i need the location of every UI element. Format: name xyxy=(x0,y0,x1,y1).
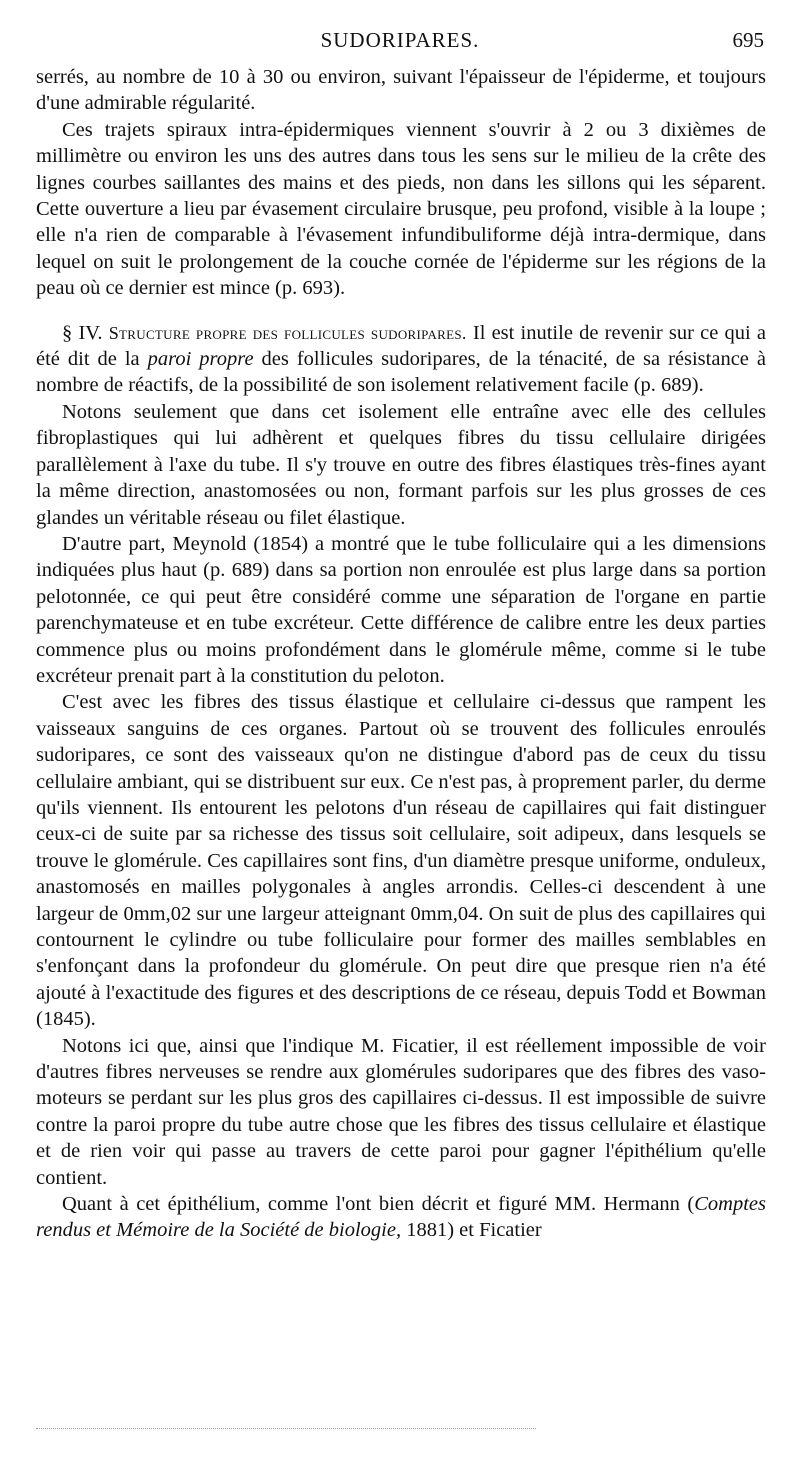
paragraph: Ces trajets spiraux intra-épidermiques viennent s'ouvrir à 2 ou 3 dixièmes de millimètre ou environ les uns des autres dans tous les sens sur le milieu de la crête des lignes courbes saillantes des mains et des pieds, non dans les sillons qui les séparent. Cette ouverture a lieu par évasement circulaire brusque, peu profond, visible à la loupe ; elle n'a rien de comparable à l'évasement infundibuliforme déjà intra-dermique, dans lequel on suit le prolongement de la couche cornée de l'épiderme sur les régions de la peau où ce dernier est mince (p. 693). xyxy=(36,118,766,300)
paragraph-continuation: serrés, au nombre de 10 à 30 ou environ, suivant l'épaisseur de l'épiderme, et toujours d'une admirable régularité. xyxy=(36,66,766,115)
italic-term: paroi propre xyxy=(147,348,254,371)
section-mark: § IV. xyxy=(62,321,103,344)
italic-citation: Comptes rendus et Mémoire de la Société de biologie, xyxy=(36,1193,766,1242)
paragraph xyxy=(36,1191,766,1244)
paragraph-text: Quant à cet épithélium, comme l'ont bien décrit et figuré MM. Hermann ( xyxy=(62,1193,695,1216)
paragraph-text: des follicules sudoripares, de la ténacité, de sa résistance à nombre de réactifs, de la possibilité de son isolement relativement facile (p. 689). xyxy=(36,348,766,397)
paragraph-text: 1881) et Ficatier xyxy=(401,1219,542,1242)
paragraph: D'autre part, Meynold (1854) a montré que le tube folliculaire qui a les dimensions indiquées plus haut (p. 689) dans sa portion non enroulée est plus large dans sa portion pelotonnée, ce qui peut être considéré comme une séparation de l'organe en partie parenchymateuse et en tube excréteur. Cette différence de calibre entre les deux parties commence plus ou moins profondément dans le glomérule même, comme si le tube excréteur prenait part à la constitution du peloton. xyxy=(36,532,766,687)
running-title: SUDORIPARES. xyxy=(320,28,480,52)
page-number: 695 xyxy=(732,28,764,52)
section-heading: Structure propre des follicules sudoripares. xyxy=(108,322,467,343)
paragraph-text: Il est inutile de revenir sur ce qui a été dit de la xyxy=(36,321,766,371)
footer-dotted-rule xyxy=(36,1428,536,1429)
page-header xyxy=(0,28,800,58)
paragraph: Notons seulement que dans cet isolement elle entraîne avec elle des cellules fibroplastiques qui lui adhèrent et quelques fibres du tissu cellulaire dirigées parallèlement à l'axe du tube. Il s'y trouve en outre des fibres élastiques très-fines ayant la même direction, anastomosées ou non, formant parfois sur les plus grosses de ces glandes un véritable réseau ou filet élastique. xyxy=(36,400,766,529)
body-text xyxy=(36,64,766,1244)
paragraph: C'est avec les fibres des tissus élastique et cellulaire ci-dessus que rampent les vaisseaux sanguins de ces organes. Partout où se trouvent des follicules enroulés sudoripares, ce sont des vaisseaux qu'on ne distingue d'abord pas de ceux du tissu cellulaire ambiant, qui se distribuent sur eux. Ce n'est pas, à proprement parler, du derme qu'ils viennent. Ils entourent les pelotons d'un réseau de capillaires qui fait distinguer ceux-ci de suite par sa richesse des tissus soit cellulaire, soit adipeux, dans lesquels se trouve le glomérule. Ces capillaires sont fins, d'un diamètre presque uniforme, onduleux, anastomosés en mailles polygonales à angles arrondis. Celles-ci descendent à une largeur de 0mm,02 sur une largeur atteignant 0mm,04. On suit de plus des capillaires qui contournent le cylindre ou tube folliculaire pour former des mailles semblables en s'enfonçant dans la profondeur du glomérule. On peut dire que presque rien n'a été ajouté à l'exactitude des figures et des descriptions de ce réseau, depuis Todd et Bowman (1845). xyxy=(36,691,766,1031)
paragraph: Notons ici que, ainsi que l'indique M. Ficatier, il est réellement impossible de voir d'autres fibres nerveuses se rendre aux glomérules sudoripares que des fibres des vaso-moteurs se perdant sur les plus gros des capillaires ci-dessus. Il est impossible de suivre contre la paroi propre du tube autre chose que les fibres des tissus cellulaire et élastique et de rien voir qui passe au travers de cette paroi pour gagner l'épithélium qu'elle contient. xyxy=(36,1034,766,1189)
section-paragraph xyxy=(36,320,766,399)
